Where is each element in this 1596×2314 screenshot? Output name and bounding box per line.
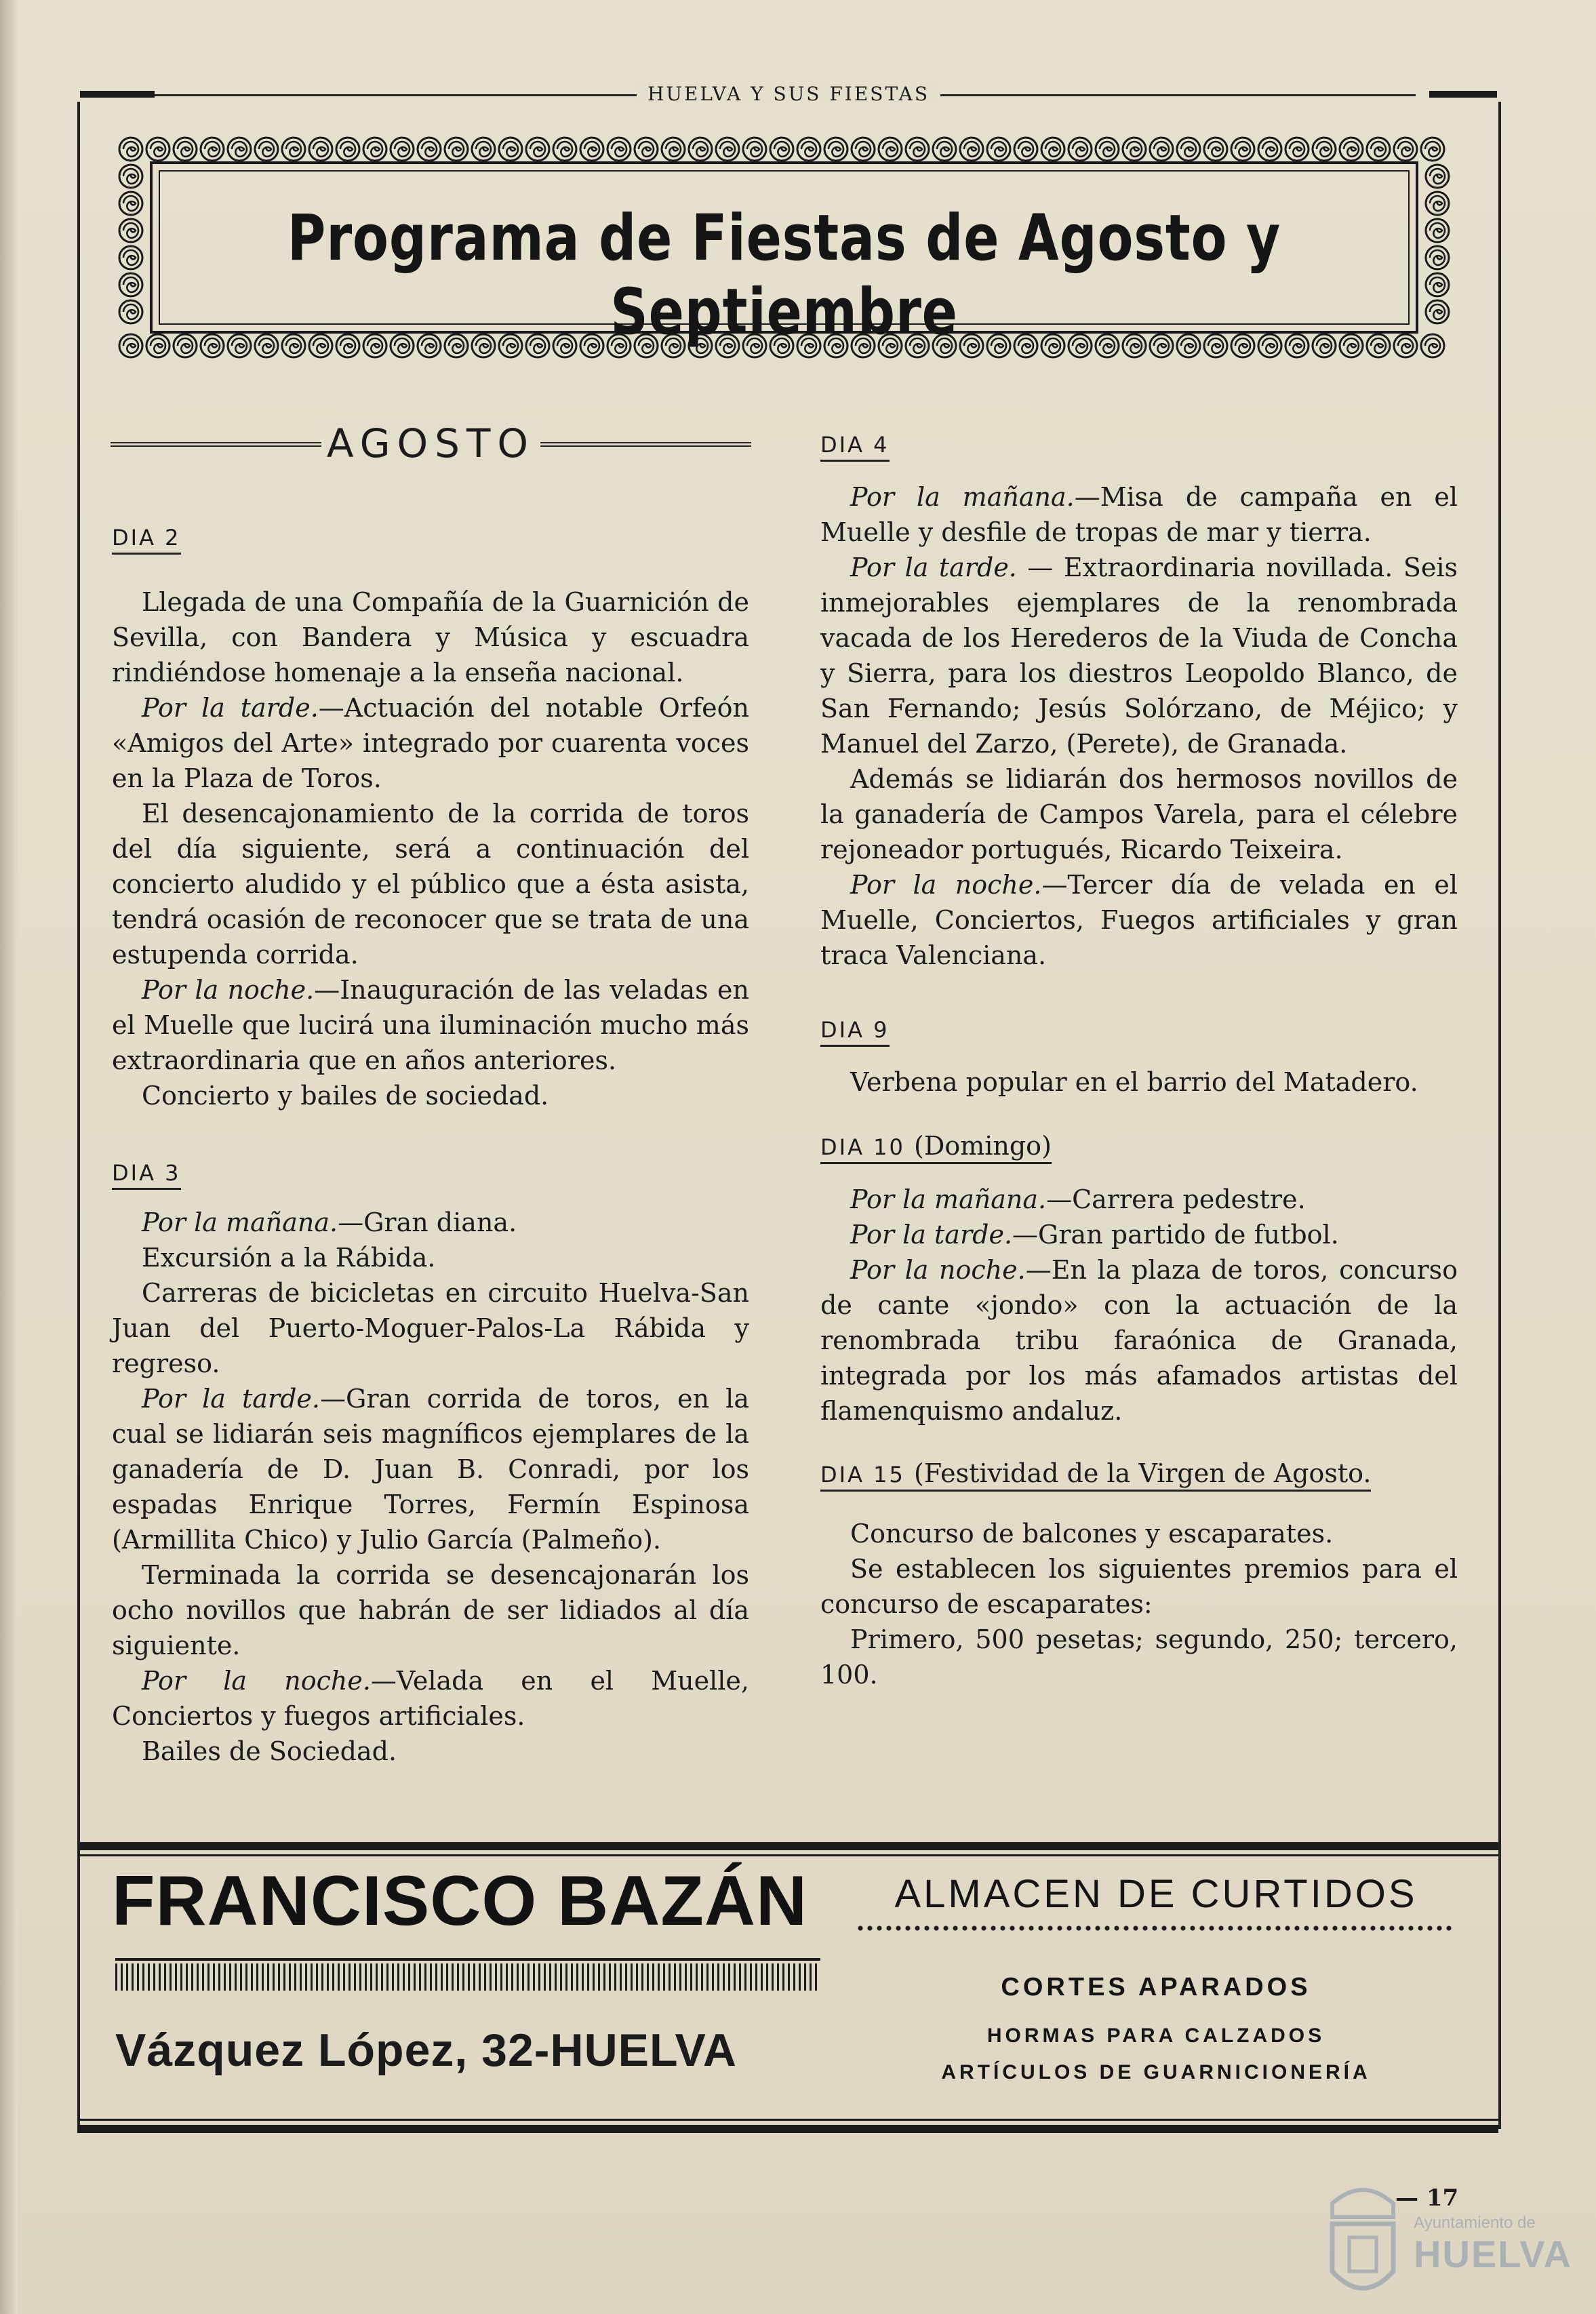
rose-ornament <box>1426 300 1449 323</box>
ad-top-rule-thin <box>77 1854 1498 1856</box>
rose-ornament <box>201 138 224 161</box>
rose-ornament <box>119 165 142 188</box>
dia10-heading <box>820 1132 1052 1164</box>
rose-ornament <box>879 138 902 161</box>
paragraph-text: —Actuación del notable Orfeón «Amigos del Arte» integrado por cuarenta voces en la Plaza de Toros. <box>112 693 749 793</box>
rose-ornament <box>119 334 142 357</box>
ad-line-articulos: ARTÍCULOS DE GUARNICIONERÍA <box>941 2061 1371 2083</box>
running-head-text: HUELVA Y SUS FIESTAS <box>80 83 1497 105</box>
rose-ornament <box>1340 334 1363 357</box>
paragraph-text: —Misa de campaña en el Muelle y desfile de tropas de mar y tierra. <box>820 482 1458 547</box>
right-column <box>820 426 1458 1692</box>
rose-ornament <box>797 138 820 161</box>
rose-ornament <box>1340 138 1363 161</box>
paragraph-text: —Velada en el Muelle, Conciertos y fuegos artificiales. <box>112 1666 749 1731</box>
time-label: Por la tarde. <box>142 1384 321 1414</box>
ad-bottom-rule <box>77 2125 1498 2133</box>
rose-ornament <box>743 138 766 161</box>
rose-ornament <box>824 138 847 161</box>
dia2-night <box>112 972 749 1078</box>
rose-ornament <box>1150 138 1173 161</box>
dia3-heading: DIA 3 <box>112 1159 181 1190</box>
dia3-paragraph: Terminada la corrida se desencajonarán los ocho novillos que habrán de ser lidiados al día siguiente. <box>112 1560 749 1660</box>
dia15-extra: (Festividad de la Virgen de Agosto. <box>914 1458 1372 1488</box>
rose-ornament <box>255 138 278 161</box>
dia10-morning <box>820 1182 1458 1217</box>
rose-ornament <box>363 138 386 161</box>
dia4-afternoon <box>820 550 1458 761</box>
rose-ornament <box>1231 138 1254 161</box>
paragraph-text: — Extraordinaria novillada. Seis inmejorables ejemplares de la renombrada vacada de los Herederos de la Viuda de Concha y Sierra, para los diestros Leopoldo Blanco, de San Fernando; Jesús Solórzano, de Méjico; y Manuel del Zarzo, (Perete), de Granada. <box>820 553 1458 759</box>
rose-ornament <box>1426 219 1449 242</box>
dia3-paragraph: Carreras de bicicletas en circuito Huelva-San Juan del Puerto-Moguer-Palos-La Rábida y regreso. <box>112 1278 749 1378</box>
paragraph-text: —En la plaza de toros, concurso de cante «jondo» con la actuación de la renombrada tribu faraónica de Granada, integrada por los más afamados artistas del flamenquismo andaluz. <box>820 1255 1458 1426</box>
dia4-night <box>820 867 1458 973</box>
dia3-section <box>112 1154 749 1769</box>
ad-top-rule <box>77 1842 1498 1850</box>
rose-ornament <box>472 138 495 161</box>
title-box <box>111 132 1458 363</box>
page-number: — 17 <box>1395 2185 1459 2212</box>
rose-ornament <box>336 138 359 161</box>
rose-ornament <box>119 300 142 323</box>
rose-ornament <box>499 138 522 161</box>
rose-ornament <box>1069 138 1092 161</box>
rose-ornament <box>933 138 956 161</box>
ad-bottom-rule-thin <box>77 2119 1498 2121</box>
time-label: Por la noche. <box>142 1666 371 1696</box>
rose-ornament <box>391 138 414 161</box>
ad-ornament-hatch <box>115 1963 820 1991</box>
rose-ornament <box>309 138 332 161</box>
time-label: Por la mañana. <box>850 482 1075 512</box>
rose-ornament <box>418 138 441 161</box>
rose-ornament <box>987 138 1010 161</box>
dia3-morning <box>112 1205 749 1240</box>
dia3-night <box>112 1663 749 1734</box>
dia2-paragraph: Llegada de una Compañía de la Guarnición de Sevilla, con Bandera y Música y escuadra rindiéndose homenaje a la enseña nacional. <box>112 587 749 687</box>
paragraph-text: —Gran diana. <box>338 1208 517 1237</box>
rose-ornament <box>1014 138 1037 161</box>
rose-ornament <box>1367 334 1390 357</box>
rose-ornament <box>1258 138 1281 161</box>
rose-ornament <box>580 138 603 161</box>
dia15-section <box>820 1456 1458 1692</box>
rose-ornament <box>119 192 142 215</box>
dia9-paragraph: Verbena popular en el barrio del Matadero. <box>850 1067 1418 1097</box>
ad-line-hormas: HORMAS PARA CALZADOS <box>986 2024 1325 2047</box>
dia2-paragraph: El desencajonamiento de la corrida de toros del día siguiente, será a continuación del concierto aludido y el público que a ésta asista, tendrá ocasión de reconocer que se trata de una estupenda corrida. <box>112 799 749 970</box>
time-label: Por la noche. <box>850 1255 1026 1285</box>
rose-ornament <box>1204 138 1227 161</box>
dia2-paragraph: Concierto y bailes de sociedad. <box>142 1081 549 1111</box>
dia4-paragraph: Además se lidiarán dos hermosos novillos de la ganadería de Campos Varela, para el célebre rejoneador portugués, Ricardo Teixeira. <box>820 764 1458 864</box>
rose-ornament <box>1177 138 1200 161</box>
rose-ornament <box>1421 334 1444 357</box>
time-label: Por la tarde. <box>850 1220 1013 1250</box>
time-label: Por la tarde. <box>142 693 319 723</box>
dia3-afternoon <box>112 1381 749 1557</box>
watermark-stamp <box>1312 2176 1572 2305</box>
ad-line-curtidos: ALMACEN DE CURTIDOS <box>894 1872 1418 1916</box>
ad-ornament-rule <box>115 1958 820 1961</box>
time-label: Por la mañana. <box>142 1208 338 1237</box>
rose-ornament <box>228 138 251 161</box>
page-edge-shadow <box>0 0 18 2314</box>
rose-ornament <box>1285 138 1309 161</box>
time-label: Por la noche. <box>142 975 315 1005</box>
watermark-line2: HUELVA <box>1414 2233 1572 2275</box>
rose-ornament <box>174 334 197 357</box>
rose-ornament <box>445 138 468 161</box>
rose-ornament <box>960 138 983 161</box>
dia15-label: DIA 15 <box>820 1462 905 1488</box>
paragraph-text: —Inauguración de las veladas en el Muelle que lucirá una iluminación mucho más extraordinaria que en años anteriores. <box>112 975 749 1075</box>
dia10-afternoon <box>820 1217 1458 1252</box>
rose-ornament <box>282 138 305 161</box>
time-label: Por la tarde. <box>850 553 1017 582</box>
rose-ornament <box>146 334 169 357</box>
paragraph-text: —Gran partido de futbol. <box>1012 1220 1339 1250</box>
dia4-morning <box>820 479 1458 550</box>
rose-ornament <box>1313 138 1336 161</box>
rose-ornament <box>1426 273 1449 296</box>
left-column <box>112 519 749 1769</box>
rose-ornament <box>1394 138 1417 161</box>
paragraph-text: —Gran corrida de toros, en la cual se lidiarán seis magníficos ejemplares de la ganadería de D. Juan B. Conradi, por los espadas Enrique Torres, Fermín Espinosa (Armillita Chico) y Julio García (Palmeño). <box>112 1384 749 1555</box>
dia15-heading <box>820 1460 1371 1492</box>
dia10-extra: (Domingo) <box>914 1131 1052 1161</box>
page-title: Programa de Fiestas de Agosto y Septiembre <box>287 201 1281 349</box>
dia9-heading: DIA 9 <box>820 1016 890 1047</box>
rose-ornament <box>1367 138 1390 161</box>
dia15-paragraph: Concurso de balcones y escaparates. <box>850 1519 1334 1549</box>
paragraph-text: —Tercer día de velada en el Muelle, Conciertos, Fuegos artificiales y gran traca Valenciana. <box>820 870 1458 970</box>
dia10-label: DIA 10 <box>820 1134 905 1160</box>
rose-ornament <box>174 138 197 161</box>
watermark-line1: Ayuntamiento de <box>1414 2214 1536 2232</box>
rose-ornament <box>1123 138 1146 161</box>
rose-ornament <box>1421 138 1444 161</box>
dia9-section <box>820 1011 1458 1100</box>
rose-ornament <box>119 273 142 296</box>
rose-ornament <box>635 138 658 161</box>
rose-ornament <box>1096 138 1119 161</box>
ad-address: Vázquez López, 32-HUELVA <box>115 2024 737 2076</box>
rose-ornament <box>526 138 549 161</box>
dia15-paragraph: Primero, 500 pesetas; segundo, 250; tercero, 100. <box>820 1624 1458 1690</box>
ad-business-name: FRANCISCO BAZÁN <box>112 1862 808 1940</box>
time-label: Por la mañana. <box>850 1184 1047 1214</box>
dia15-paragraph: Se establecen los siguientes premios para el concurso de escaparates: <box>820 1554 1458 1619</box>
rose-ornament <box>146 138 169 161</box>
rose-ornament <box>770 138 793 161</box>
rose-ornament <box>906 138 929 161</box>
rose-ornament <box>1394 334 1417 357</box>
ad-line-cortes: CORTES APARADOS <box>1001 1973 1311 2001</box>
rose-ornament <box>553 138 576 161</box>
coat-of-arms-icon <box>1319 2176 1407 2305</box>
paragraph-text: —Carrera pedestre. <box>1046 1184 1306 1214</box>
dia2-afternoon <box>112 690 749 796</box>
rose-ornament <box>119 246 142 269</box>
dia3-paragraph: Excursión a la Rábida. <box>142 1243 436 1273</box>
dia3-paragraph: Bailes de Sociedad. <box>142 1736 397 1766</box>
rose-ornament <box>1426 165 1449 188</box>
rose-ornament <box>607 138 631 161</box>
dia4-heading: DIA 4 <box>820 431 890 462</box>
rose-ornament <box>1426 246 1449 269</box>
rose-ornament <box>852 138 875 161</box>
dia10-section <box>820 1128 1458 1429</box>
dia2-heading: DIA 2 <box>112 524 181 555</box>
rose-ornament <box>201 334 224 357</box>
dia10-night <box>820 1252 1458 1429</box>
dia4-section <box>820 426 1458 973</box>
rose-ornament <box>1041 138 1064 161</box>
time-label: Por la noche. <box>850 870 1042 900</box>
rose-ornament <box>716 138 739 161</box>
rose-ornament <box>1426 192 1449 215</box>
rose-ornament <box>662 138 685 161</box>
rose-ornament <box>689 138 712 161</box>
month-title: AGOSTO <box>111 420 751 466</box>
ad-dotted-rule <box>856 1926 1456 1931</box>
rose-ornament <box>119 219 142 242</box>
month-header <box>111 419 751 473</box>
rose-ornament <box>119 138 142 161</box>
dia2-section <box>112 519 749 1113</box>
